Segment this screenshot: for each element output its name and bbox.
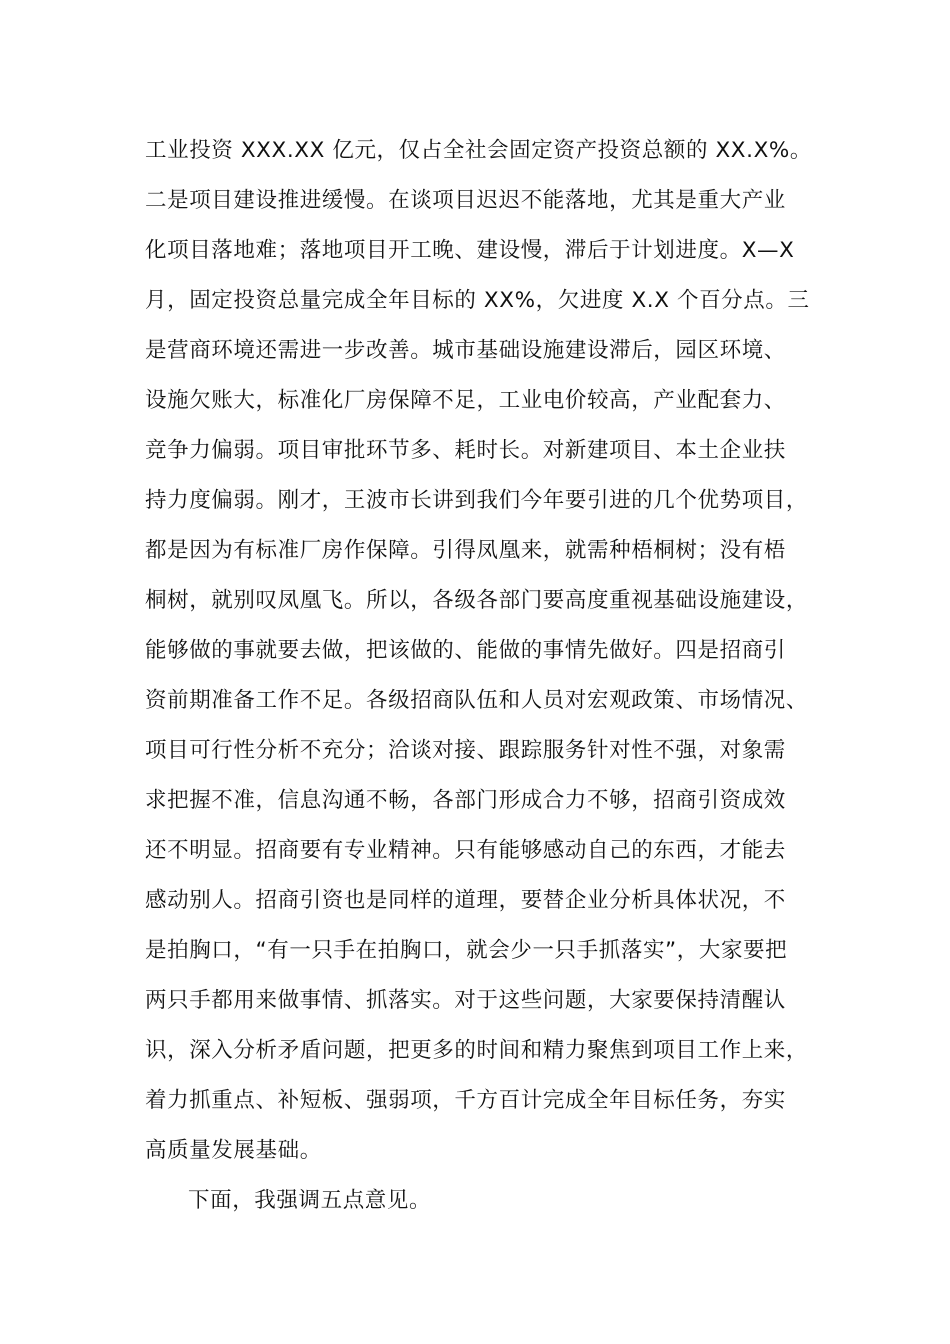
text-line: 是营商环境还需进一步改善。城市基础设施建设滞后，园区环境、 [145, 338, 786, 363]
text-line: 设施欠账大，标准化厂房保障不足，工业电价较高，产业配套力、 [145, 388, 786, 413]
text-line: 化项目落地难；落地项目开工晚、建设慢，滞后于计划进度。X—X [145, 238, 795, 263]
text-line: 都是因为有标准厂房作保障。引得凤凰来，就需种梧桐树；没有梧 [145, 538, 786, 563]
text-line: 资前期准备工作不足。各级招商队伍和人员对宏观政策、市场情况、 [145, 688, 809, 713]
text-line: 着力抓重点、补短板、强弱项，千方百计完成全年目标任务，夯实 [145, 1088, 786, 1113]
text-line: 还不明显。招商要有专业精神。只有能够感动自己的东西，才能去 [145, 838, 786, 863]
text-line: 二是项目建设推进缓慢。在谈项目迟迟不能落地，尤其是重大产业 [145, 188, 786, 213]
text-line: 感动别人。招商引资也是同样的道理，要替企业分析具体状况，不 [145, 888, 786, 913]
text-line: 项目可行性分析不充分；洽谈对接、跟踪服务针对性不强，对象需 [145, 738, 786, 763]
text-line: 竞争力偏弱。项目审批环节多、耗时长。对新建项目、本土企业扶 [145, 438, 786, 463]
text-line: 高质量发展基础。 [145, 1138, 322, 1163]
text-line: 识，深入分析矛盾问题，把更多的时间和精力聚焦到项目工作上来， [145, 1038, 809, 1063]
text-line: 能够做的事就要去做，把该做的、能做的事情先做好。四是招商引 [145, 638, 786, 663]
text-line: 桐树，就别叹凤凰飞。所以，各级各部门要高度重视基础设施建设， [145, 588, 809, 613]
paragraph-start-line: 下面，我强调五点意见。 [188, 1188, 432, 1213]
text-line: 月，固定投资总量完成全年目标的 XX%，欠进度 X.X 个百分点。三 [145, 288, 810, 313]
body-text [145, 126, 845, 1226]
text-line: 是拍胸口，“有一只手在拍胸口，就会少一只手抓落实”，大家要把 [145, 938, 788, 963]
text-line: 两只手都用来做事情、抓落实。对于这些问题，大家要保持清醒认 [145, 988, 786, 1013]
text-line: 持力度偏弱。刚才，王波市长讲到我们今年要引进的几个优势项目， [145, 488, 809, 513]
text-line: 工业投资 XXX.XX 亿元，仅占全社会固定资产投资总额的 XX.X%。 [145, 138, 813, 163]
text-line: 求把握不准，信息沟通不畅，各部门形成合力不够，招商引资成效 [145, 788, 786, 813]
